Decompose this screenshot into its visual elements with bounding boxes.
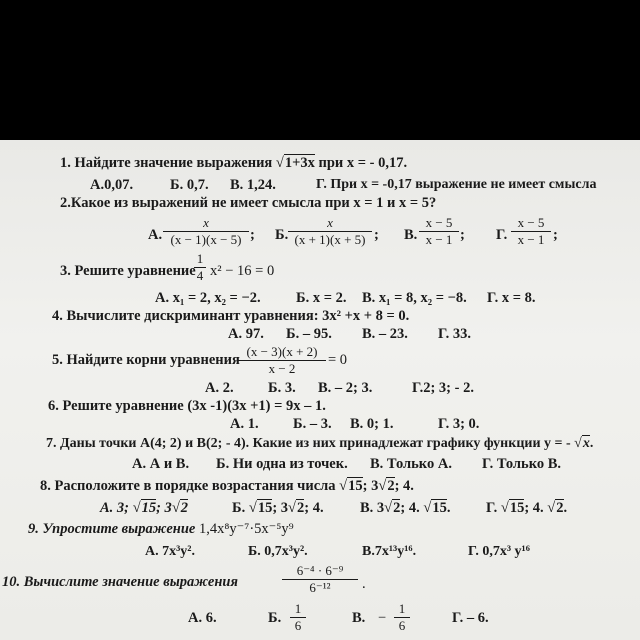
sqrt-symbol: √ [339, 478, 348, 494]
q1-prompt: 1. Найдите значение выражения √1+3x при x = - 0,17. [60, 155, 408, 171]
q8-option-d: Г. √15; 4. √2. [486, 500, 568, 516]
q10-denominator: 6⁻¹² [309, 580, 331, 595]
q7-option-c: В. Только А. [370, 456, 452, 472]
q10-fraction [282, 564, 358, 595]
q3-prompt: 3. Решите уравнение [60, 263, 196, 279]
q2-sep-3: ; [460, 227, 465, 243]
q10-option-c-fraction: 1 6 [394, 602, 410, 633]
q2-option-c-label: В. [404, 227, 418, 243]
q2-sep-4: ; [553, 227, 558, 243]
q6-prompt: 6. Решите уравнение (3x -1)(3x +1) = 9x – 1. [48, 398, 326, 414]
q3-numerator: 1 [196, 251, 204, 266]
q5-option-c: В. – 2; 3. [318, 380, 373, 396]
q5-denominator: x − 2 [268, 361, 296, 376]
q9-option-b: Б. 0,7x³y². [248, 544, 308, 559]
sqrt-symbol: √ [275, 155, 284, 171]
q8-option-a: А. 3; √15; 3√2 [100, 500, 189, 516]
q3-denominator: 4 [196, 268, 204, 283]
q3-option-a: А. x₁ = 2, x₂ = −2. [155, 290, 261, 306]
q2-prompt: 2.Какое из выражений не имеет смысла при x = 1 и x = 5? [60, 195, 437, 211]
q2-option-c-denominator: x − 1 [425, 232, 453, 247]
q7-option-a: А. А и В. [132, 456, 190, 472]
q7-option-b: Б. Ни одна из точек. [216, 456, 348, 472]
q3-option-d: Г. x = 8. [487, 290, 536, 306]
q10-option-b-fraction: 1 6 [290, 602, 306, 633]
q2-option-a-numerator: x [203, 215, 209, 230]
q2-option-a-denominator: (x − 1)(x − 5) [170, 232, 242, 247]
q9-option-a: А. 7x³y². [145, 544, 196, 559]
q6-option-d: Г. 3; 0. [438, 416, 480, 432]
q9-expression: 1,4x⁸y⁻⁷·5x⁻⁵y⁹ [198, 521, 294, 537]
q9-option-c: В.7x¹³y¹⁶. [362, 544, 417, 559]
q3-fraction [194, 252, 206, 283]
q2-option-d-numerator: x − 5 [517, 215, 545, 230]
q5-option-a: А. 2. [205, 380, 234, 396]
worksheet-page [0, 140, 640, 640]
q6-option-c: В. 0; 1. [350, 416, 394, 432]
q9-prompt: 9. Упростите выражение 1,4x⁸y⁻⁷·5x⁻⁵y⁹ [28, 521, 294, 537]
q7-prompt: 7. Даны точки А(4; 2) и В(2; - 4). Какие из них принадлежат графику функции y = - √x. [46, 436, 594, 451]
q2-sep-2: ; [374, 227, 379, 243]
q10-end: . [362, 576, 366, 592]
q1-option-c: В. 1,24. [230, 177, 276, 193]
q2-option-c-numerator: x − 5 [425, 215, 453, 230]
q2-sep-1: ; [250, 227, 255, 243]
q5-option-d: Г.2; 3; - 2. [412, 380, 474, 396]
q6-option-a: А. 1. [230, 416, 259, 432]
sqrt-symbol: √ [574, 436, 582, 451]
q1-radicand: 1+3x [284, 155, 315, 171]
q10-prompt: 10. Вычислите значение выражения [2, 574, 238, 590]
q2-option-a-fraction [163, 216, 249, 247]
sqrt-symbol: √ [378, 478, 387, 494]
q5-prompt: 5. Найдите корни уравнения [52, 352, 240, 368]
q2-option-d-fraction [511, 216, 551, 247]
q1-option-b: Б. 0,7. [170, 177, 209, 193]
q1-option-d: Г. При x = -0,17 выражение не имеет смысла [316, 177, 597, 192]
q5-fraction [238, 345, 326, 376]
q2-option-a-label: А. [148, 227, 163, 243]
q10-numerator: 6⁻⁴ · 6⁻⁹ [296, 563, 344, 578]
q4-option-a: А. 97. [228, 326, 264, 342]
q4-prompt: 4. Вычислите дискриминант уравнения: 3x² +x + 8 = 0. [52, 308, 410, 324]
q2-option-b-label: Б. [275, 227, 289, 243]
q10-option-c-label: В. [352, 610, 366, 626]
q8-option-b: Б. √15; 3√2; 4. [232, 500, 324, 516]
q9-option-d: Г. 0,7x³ y¹⁶ [468, 544, 530, 559]
q2-option-b-denominator: (x + 1)(x + 5) [294, 232, 366, 247]
q1-option-a: А.0,07. [90, 177, 134, 193]
q2-option-b-numerator: x [327, 215, 333, 230]
q8-option-c: В. 3√2; 4. √15. [360, 500, 451, 516]
q7-radicand: x [582, 436, 590, 451]
q10-option-c-sign: − [378, 610, 387, 626]
q10-option-b-label: Б. [268, 610, 282, 626]
q2-option-d-denominator: x − 1 [517, 232, 545, 247]
q3-option-c: В. x₁ = 8, x₂ = −8. [362, 290, 467, 306]
q2-option-d-label: Г. [496, 227, 508, 243]
q4-option-b: Б. – 95. [286, 326, 332, 342]
q3-option-b: Б. x = 2. [296, 290, 347, 306]
q5-option-b: Б. 3. [268, 380, 296, 396]
q10-option-d: Г. – 6. [452, 610, 489, 626]
q2-option-c-fraction [419, 216, 459, 247]
q3-equation-tail: x² − 16 = 0 [210, 263, 275, 279]
q6-option-b: Б. – 3. [293, 416, 332, 432]
q1-condition: при x = - 0,17. [318, 155, 408, 171]
q5-equation-tail: = 0 [328, 352, 348, 368]
q5-numerator: (x − 3)(x + 2) [246, 344, 318, 359]
q4-option-d: Г. 33. [438, 326, 471, 342]
q7-option-d: Г. Только В. [482, 456, 562, 472]
q10-option-a: А. 6. [188, 610, 217, 626]
q8-prompt: 8. Расположите в порядке возрастания числа √15; 3√2; 4. [40, 478, 414, 494]
q2-option-b-fraction [288, 216, 372, 247]
q4-option-c: В. – 23. [362, 326, 408, 342]
